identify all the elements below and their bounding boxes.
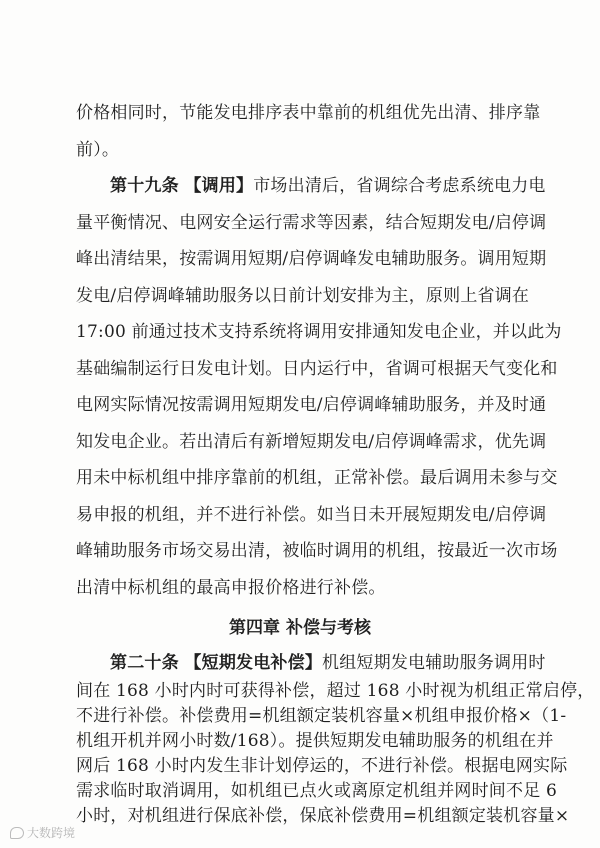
article-19-first-line bbox=[76, 175, 546, 197]
text-line: 峰出清结果，按需调用短期/启停调峰发电辅助服务。调用短期 bbox=[76, 249, 547, 269]
text-line: 用未中标机组中排序靠前的机组，正常补偿。最后调用未参与交 bbox=[76, 468, 558, 488]
article-20-first-line bbox=[76, 652, 546, 674]
article-19-tag: 【调用】 bbox=[184, 176, 254, 196]
text-line: 易申报的机组，并不进行补偿。如当日未开展短期发电/启停调 bbox=[76, 505, 547, 525]
text-line: 小时，对机组进行保底补偿，保底补偿费用=机组额定装机容量× bbox=[76, 806, 570, 826]
text-line: 间在 168 小时内时可获得补偿，超过 168 小时视为机组正常启停， bbox=[76, 681, 595, 701]
watermark-text: 大数跨境 bbox=[27, 826, 76, 840]
text-line: 基础编制运行日发电计划。日内运行中，省调可根据天气变化和 bbox=[76, 359, 558, 379]
text-line: 17:00 前通过技术支持系统将调用安排通知发电企业，并以此为 bbox=[76, 322, 562, 342]
watermark bbox=[10, 824, 75, 841]
text-line: 机组开机并网小时数/168）。提供短期发电辅助服务的机组在并 bbox=[76, 731, 554, 751]
text-line: 前）。 bbox=[76, 140, 120, 160]
article-19-label: 第十九条 bbox=[110, 176, 179, 196]
chat-bubble-icon bbox=[10, 827, 24, 839]
text-line: 需求临时取消调用，如机组已点火或离原定机组并网时间不足 6 bbox=[76, 781, 558, 801]
text-line: 峰辅助服务市场交易出清，被临时调用的机组，按最近一次市场 bbox=[76, 541, 558, 561]
article-20-text: 机组短期发电辅助服务调用时 bbox=[322, 653, 546, 673]
text-line: 发电/启停调峰辅助服务以日前计划安排为主，原则上省调在 bbox=[76, 286, 530, 306]
text-line: 量平衡情况、电网安全运行需求等因素，结合短期发电/启停调 bbox=[76, 213, 547, 233]
text-line: 电网实际情况按需调用短期发电/启停调峰辅助服务，并及时通 bbox=[76, 395, 547, 415]
text-line: 不进行补偿。补偿费用=机组额定装机容量×机组申报价格×（1- bbox=[76, 706, 567, 726]
text-line: 出清中标机组的最高申报价格进行补偿。 bbox=[76, 578, 386, 598]
text-line: 价格相同时，节能发电排序表中靠前的机组优先出清、排序靠 bbox=[76, 103, 541, 123]
text-line: 网后 168 小时内发生非计划停运的，不进行补偿。根据电网实际 bbox=[76, 756, 568, 776]
text-line: 知发电企业。若出清后有新增短期发电/启停调峰需求，优先调 bbox=[76, 432, 547, 452]
chapter-heading: 第四章 补偿与考核 bbox=[229, 618, 371, 638]
article-20-tag: 【短期发电补偿】 bbox=[184, 653, 323, 673]
article-20-label: 第二十条 bbox=[110, 653, 179, 673]
article-19-text: 市场出清后，省调综合考虑系统电力电 bbox=[253, 176, 546, 196]
